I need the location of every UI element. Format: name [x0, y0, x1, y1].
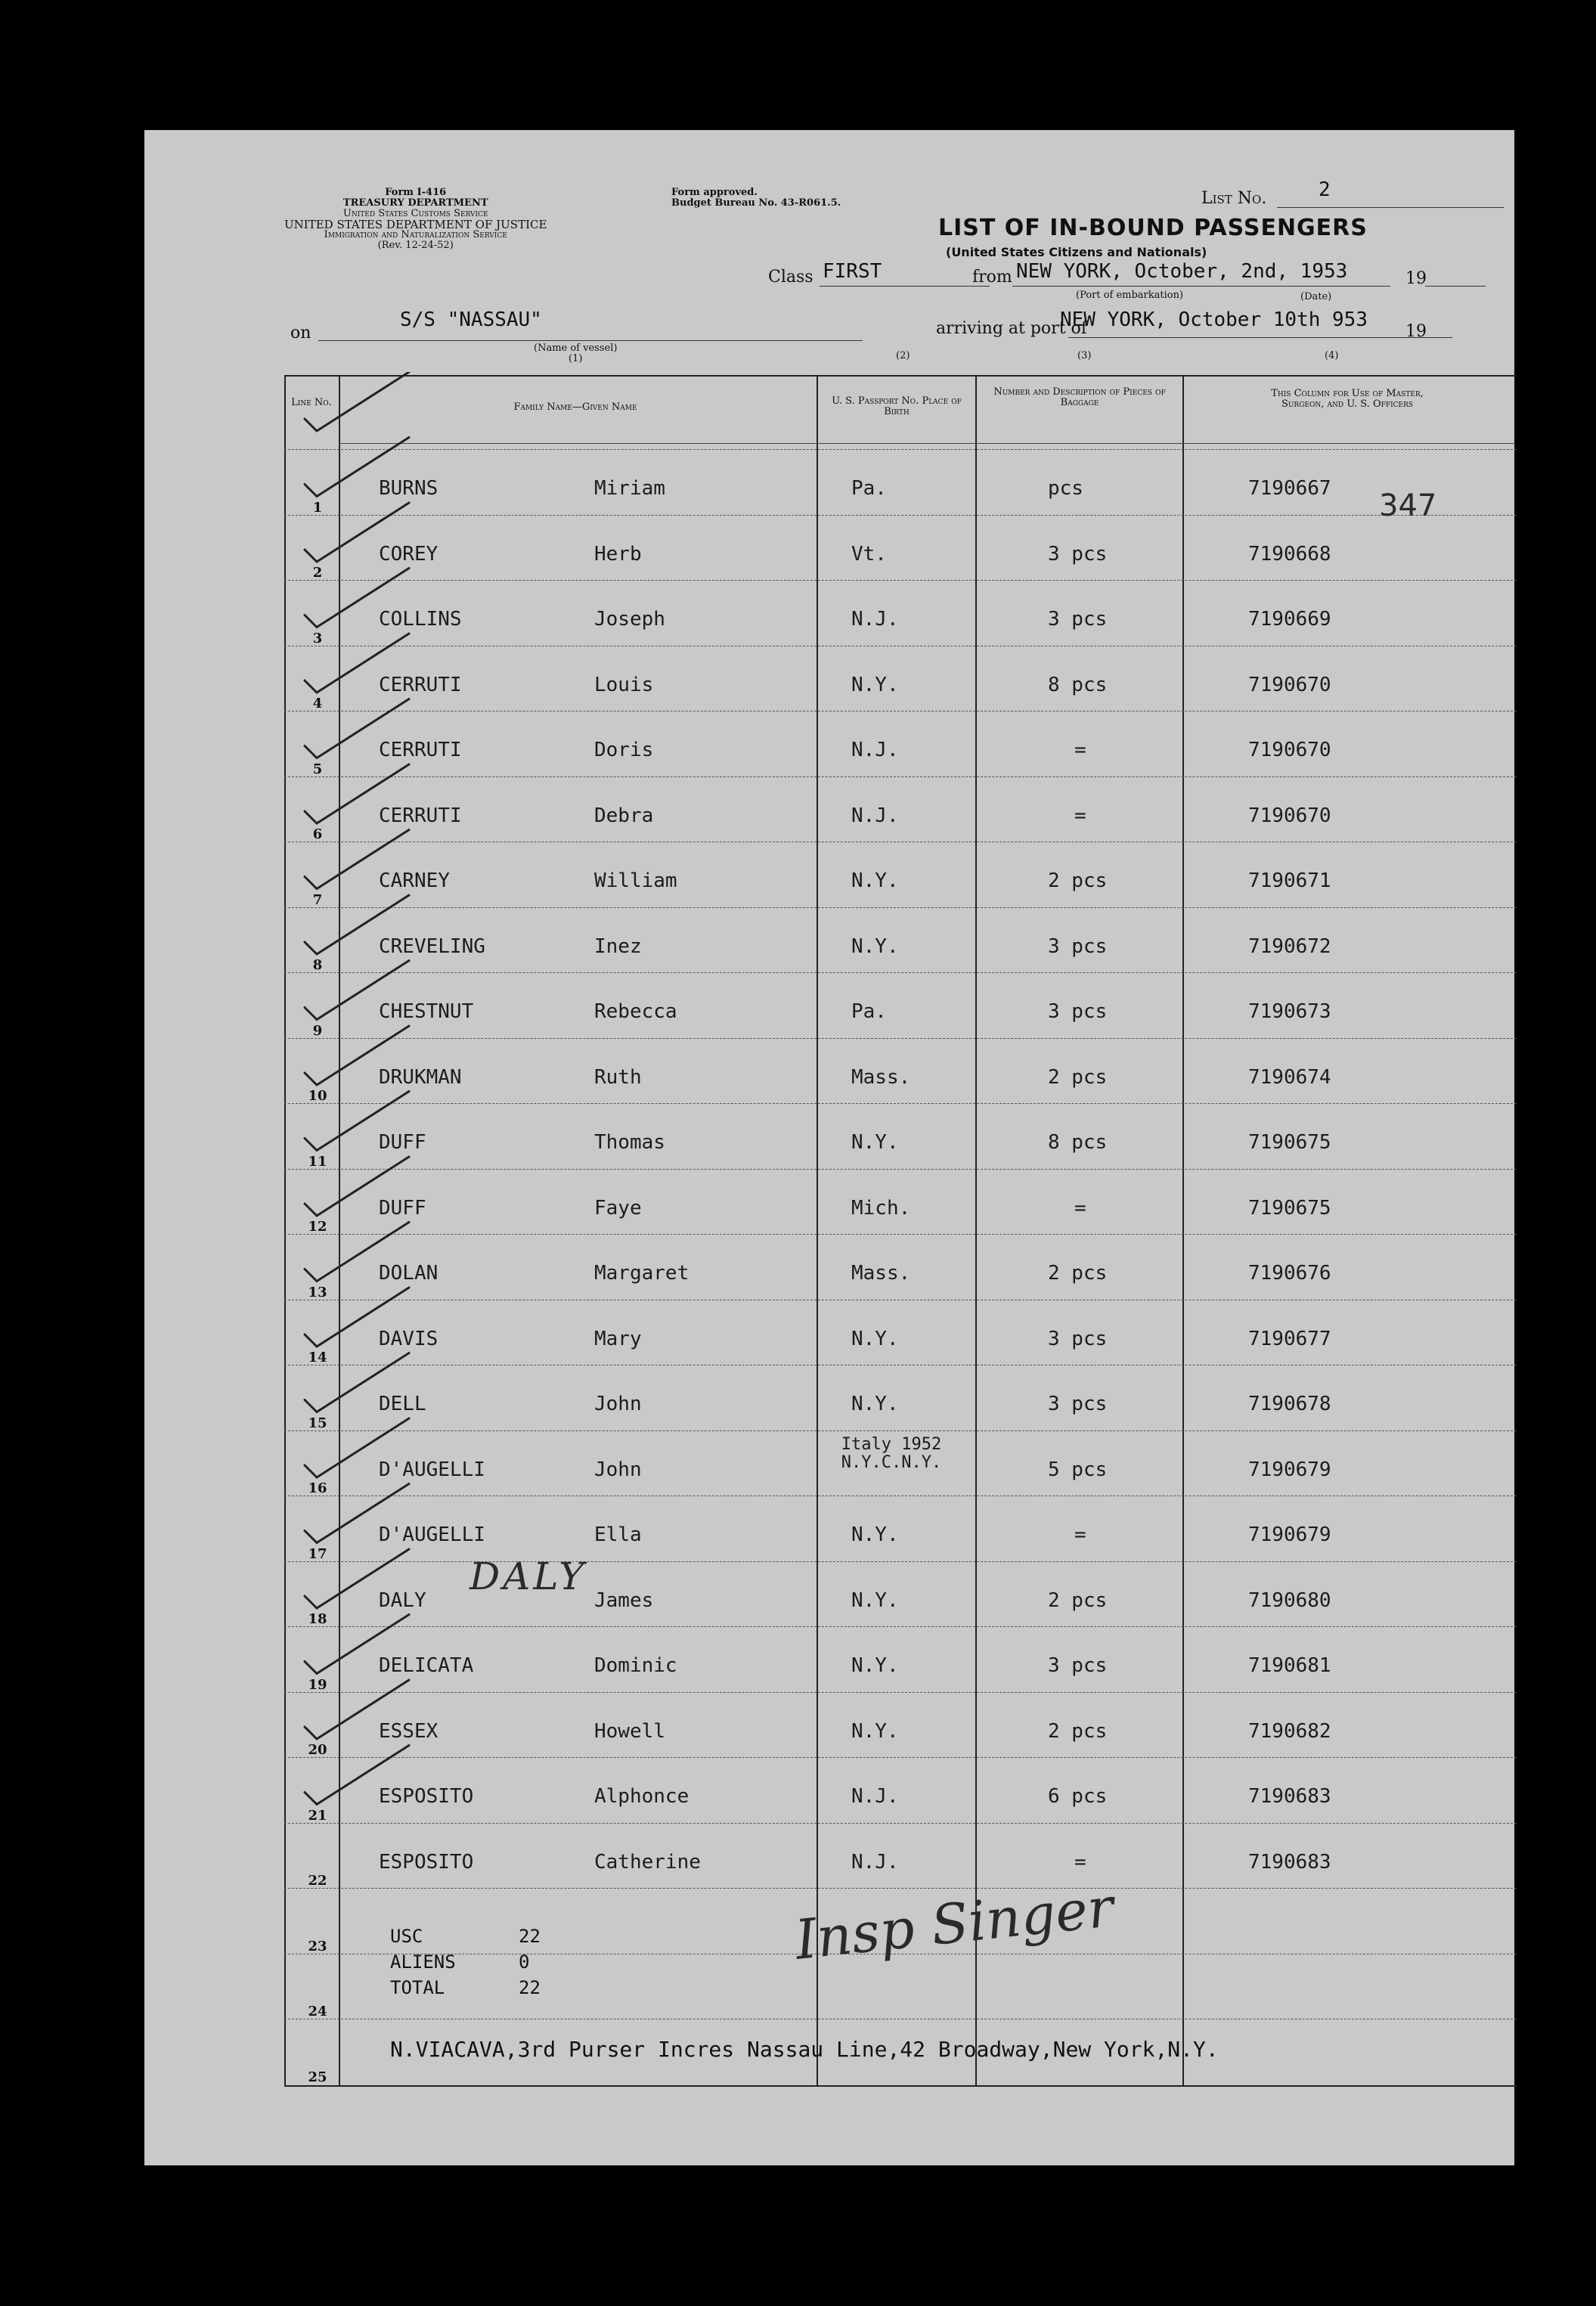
line-number: 4 [312, 696, 323, 711]
line-number: 3 [312, 630, 323, 646]
official-number: 7190677 [1248, 1327, 1331, 1350]
family-name: DUFF [379, 1196, 426, 1220]
official-number: 7190669 [1248, 608, 1331, 631]
family-name: DALY [379, 1588, 426, 1612]
place-of-birth: N.J. [851, 608, 899, 631]
baggage: 8 pcs [1048, 1131, 1108, 1154]
family-name: ESPOSITO [379, 1850, 474, 1874]
check-mark [305, 1615, 409, 1674]
check-mark [305, 830, 409, 889]
line-number: 5 [312, 761, 323, 777]
col-num-4: (4) [1325, 350, 1339, 361]
check-mark [305, 1157, 409, 1216]
line-number: 22 [308, 1873, 327, 1889]
line-number: 9 [312, 1022, 323, 1039]
official-number: 7190675 [1248, 1131, 1331, 1154]
inspector-signature: Insp Singer [792, 1875, 1117, 1972]
family-name: DOLAN [379, 1262, 439, 1285]
given-name: Inez [594, 934, 642, 958]
official-number: 7190675 [1248, 1196, 1331, 1220]
given-name: Alphonce [594, 1785, 690, 1808]
given-name: Rebecca [594, 1000, 677, 1023]
stamped-number: 347 [1379, 488, 1437, 523]
arriving-label: arriving at port of [936, 319, 1087, 338]
given-name: Faye [594, 1196, 642, 1220]
place-of-birth: Mich. [851, 1196, 911, 1220]
col-header-passport: U. S. Passport No. Place of Birth [832, 395, 962, 417]
baggage: = [1074, 739, 1086, 761]
check-mark [305, 1288, 409, 1347]
baggage: = [1074, 804, 1086, 827]
check-mark [305, 961, 409, 1020]
place-of-birth: N.Y. [851, 1654, 899, 1677]
family-name: CERRUTI [379, 739, 462, 761]
check-mark [305, 1353, 409, 1412]
given-name: William [594, 869, 677, 892]
family-name: BURNS [379, 477, 439, 500]
given-name: Ella [594, 1523, 642, 1546]
page-title: LIST OF IN-BOUND PASSENGERS [938, 215, 1368, 241]
check-mark [305, 1549, 409, 1608]
class-label: Class [768, 268, 813, 287]
official-number: 7190671 [1248, 869, 1331, 892]
place-of-birth: Italy 1952 N.Y.C.N.Y. [841, 1434, 942, 1472]
given-name: Mary [594, 1327, 642, 1350]
list-no-value: 2 [1319, 178, 1331, 201]
family-name: ESSEX [379, 1719, 439, 1743]
given-name: Catherine [594, 1850, 701, 1874]
vessel-underline [318, 340, 863, 341]
check-mark [305, 1680, 409, 1739]
check-mark [305, 1418, 409, 1477]
col-header-official: This Column for Use of Master, Surgeon, and U. S. Officers [1271, 388, 1424, 410]
from-label: from [972, 268, 1012, 287]
manifest-sheet [144, 130, 1514, 2165]
given-name: Ruth [594, 1065, 642, 1089]
check-mark [305, 699, 409, 758]
arriving-value: NEW YORK, October 10th 953 [1060, 308, 1368, 331]
family-name: DRUKMAN [379, 1065, 462, 1089]
official-number: 7190683 [1248, 1850, 1331, 1874]
place-of-birth: N.J. [851, 1785, 899, 1808]
place-of-birth: N.Y. [851, 1393, 899, 1415]
check-mark [305, 503, 409, 562]
list-no-label: List No. [1201, 189, 1267, 208]
baggage: 5 pcs [1048, 1458, 1108, 1481]
given-name: John [594, 1458, 642, 1481]
col-header-baggage: Number and Description of Pieces of Baggage [993, 386, 1166, 408]
baggage: 6 pcs [1048, 1785, 1108, 1808]
official-number: 7190667 [1248, 477, 1331, 500]
place-of-birth: N.J. [851, 1850, 899, 1874]
family-name: COREY [379, 542, 439, 566]
line-number: 2 [312, 565, 323, 581]
place-of-birth: N.Y. [851, 1588, 899, 1612]
check-mark [305, 438, 409, 497]
line-number: 7 [312, 891, 323, 908]
given-name: James [594, 1588, 654, 1612]
baggage: 8 pcs [1048, 673, 1108, 696]
line-number: 10 [308, 1088, 327, 1104]
official-number: 7190679 [1248, 1458, 1331, 1481]
line-number: 13 [308, 1284, 327, 1300]
line-number: 18 [308, 1611, 327, 1627]
place-of-birth: N.Y. [851, 1131, 899, 1154]
official-number: 7190681 [1248, 1654, 1331, 1677]
official-number: 7190674 [1248, 1065, 1331, 1089]
baggage: 2 pcs [1048, 1065, 1108, 1089]
family-name: DELICATA [379, 1654, 474, 1677]
official-number: 7190670 [1248, 739, 1331, 761]
budget-bureau-header: Form approved. Budget Bureau No. 43-R061.5. [671, 187, 841, 209]
baggage: = [1074, 1196, 1086, 1220]
col-header-line: Line No. [291, 397, 332, 408]
given-name: Dominic [594, 1654, 677, 1677]
family-name: CREVELING [379, 934, 485, 958]
line-number: 24 [308, 2004, 327, 2019]
check-mark [305, 764, 409, 823]
from-value: NEW YORK, October, 2nd, 1953 [1016, 260, 1348, 283]
family-name: ESPOSITO [379, 1785, 474, 1808]
family-name: D'AUGELLI [379, 1458, 485, 1481]
given-name: John [594, 1393, 642, 1415]
given-name: Thomas [594, 1131, 665, 1154]
line-number: 19 [308, 1676, 327, 1693]
baggage: = [1074, 1523, 1086, 1546]
line-number: 20 [308, 1742, 327, 1758]
line-number: 14 [308, 1350, 327, 1365]
line-number: 23 [308, 1938, 327, 1954]
vessel-caption: (Name of vessel) (1) [534, 342, 618, 364]
official-number: 7190683 [1248, 1785, 1331, 1808]
place-of-birth: N.J. [851, 804, 899, 827]
handwritten-daly: DALY [470, 1554, 587, 1598]
official-number: 7190670 [1248, 804, 1331, 827]
family-name: D'AUGELLI [379, 1523, 485, 1546]
given-name: Louis [594, 673, 654, 696]
line-number: 25 [308, 2069, 327, 2085]
line-number: 12 [308, 1219, 327, 1235]
baggage: 2 pcs [1048, 1262, 1108, 1285]
official-number: 7190672 [1248, 934, 1331, 958]
given-name: Joseph [594, 608, 665, 631]
totals-block: USC 22 ALIENS 0 TOTAL 22 [390, 1926, 541, 1998]
given-name: Herb [594, 542, 642, 566]
official-number: 7190679 [1248, 1523, 1331, 1546]
family-name: CERRUTI [379, 673, 462, 696]
place-of-birth: N.Y. [851, 1719, 899, 1743]
date-caption: (Date) [1300, 291, 1332, 302]
family-name: DAVIS [379, 1327, 439, 1350]
place-of-birth: N.Y. [851, 673, 899, 696]
year-suffix: 19 [1405, 269, 1427, 288]
baggage: 3 pcs [1048, 1327, 1108, 1350]
line-number: 11 [308, 1153, 327, 1170]
form-agency-header: Form I-416 TREASURY DEPARTMENT United States Customs Service UNITED STATES DEPARTMENT OF JUSTICE Immigration and Naturalization Service (Rev. 12-24-52) [284, 187, 547, 251]
line-number: 8 [312, 957, 323, 973]
official-number: 7190676 [1248, 1262, 1331, 1285]
family-name: DUFF [379, 1131, 426, 1154]
baggage: 3 pcs [1048, 934, 1108, 958]
family-name: CHESTNUT [379, 1000, 474, 1023]
baggage: = [1074, 1850, 1086, 1874]
year-underline [1425, 286, 1486, 287]
from-underline [1012, 286, 1390, 287]
given-name: Miriam [594, 477, 665, 500]
official-number: 7190682 [1248, 1719, 1331, 1743]
official-number: 7190678 [1248, 1393, 1331, 1415]
baggage: pcs [1048, 477, 1083, 500]
baggage: 2 pcs [1048, 1719, 1108, 1743]
arriving-underline [1068, 337, 1452, 338]
line-number: 6 [312, 826, 323, 842]
class-value: FIRST [823, 260, 882, 283]
place-of-birth: Mass. [851, 1262, 911, 1285]
place-of-birth: Pa. [851, 477, 887, 500]
on-label: on [290, 324, 311, 342]
check-mark [305, 634, 409, 693]
check-mark [305, 1223, 409, 1282]
check-mark [305, 1092, 409, 1151]
baggage: 3 pcs [1048, 542, 1108, 566]
given-name: Howell [594, 1719, 665, 1743]
place-of-birth: N.Y. [851, 1327, 899, 1350]
line-number: 16 [308, 1480, 327, 1496]
check-mark [305, 372, 409, 431]
place-of-birth: N.Y. [851, 1523, 899, 1546]
col-num-3: (3) [1077, 350, 1092, 361]
line-number: 17 [308, 1545, 327, 1562]
check-mark [305, 1484, 409, 1543]
check-mark [305, 569, 409, 628]
given-name: Doris [594, 739, 654, 761]
family-name: CARNEY [379, 869, 450, 892]
official-number: 7190670 [1248, 673, 1331, 696]
purser-line: N.VIACAVA,3rd Purser Incres Nassau Line,42 Broadway,New York,N.Y. [390, 2037, 1219, 2062]
place-of-birth: Vt. [851, 542, 887, 566]
check-mark [305, 1026, 409, 1085]
check-mark [305, 1746, 409, 1805]
baggage: 3 pcs [1048, 1000, 1108, 1023]
check-marks [296, 372, 689, 2020]
place-of-birth: N.Y. [851, 869, 899, 892]
official-number: 7190668 [1248, 542, 1331, 566]
list-no-underline [1277, 207, 1504, 208]
baggage: 3 pcs [1048, 1654, 1108, 1677]
line-number: 21 [308, 1807, 327, 1824]
line-number: 15 [308, 1415, 327, 1431]
place-of-birth: N.Y. [851, 934, 899, 958]
place-of-birth: N.J. [851, 739, 899, 761]
page-subtitle: (United States Citizens and Nationals) [946, 245, 1207, 259]
year-suffix-2: 19 [1405, 322, 1427, 341]
col-header-name: Family Name—Given Name [513, 401, 637, 413]
official-number: 7190673 [1248, 1000, 1331, 1023]
place-of-birth: Pa. [851, 1000, 887, 1023]
col-num-2: (2) [896, 350, 910, 361]
official-number: 7190680 [1248, 1588, 1331, 1612]
check-mark [305, 895, 409, 954]
given-name: Debra [594, 804, 654, 827]
baggage: 3 pcs [1048, 608, 1108, 631]
port-caption: (Port of embarkation) [1076, 290, 1184, 301]
place-of-birth: Mass. [851, 1065, 911, 1089]
vessel-name: S/S "NASSAU" [400, 308, 542, 331]
line-number: 1 [312, 499, 323, 516]
baggage: 3 pcs [1048, 1393, 1108, 1415]
given-name: Margaret [594, 1262, 690, 1285]
class-underline [820, 286, 990, 287]
family-name: DELL [379, 1393, 426, 1415]
family-name: CERRUTI [379, 804, 462, 827]
baggage: 2 pcs [1048, 1588, 1108, 1612]
baggage: 2 pcs [1048, 869, 1108, 892]
family-name: COLLINS [379, 608, 462, 631]
